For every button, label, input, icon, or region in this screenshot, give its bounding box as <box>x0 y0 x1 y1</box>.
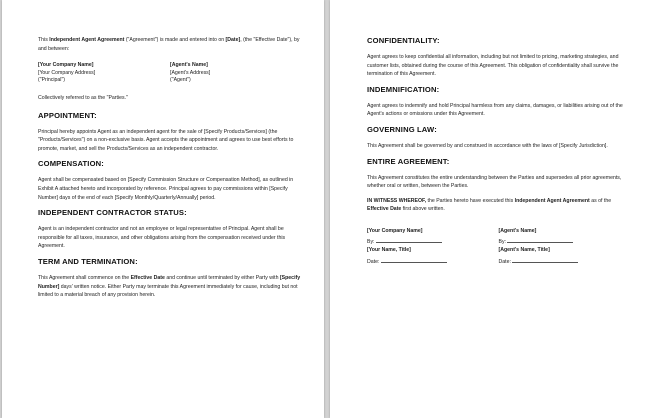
entire-agreement-text: This Agreement constitutes the entire understanding between the Parties and supersedes all prior agreements, whether oral or written, between the Parties. <box>367 174 622 190</box>
confidentiality-text: Agent agrees to keep confidential all information, including but not limited to pricing, marketing strategies, and customer lists, obtained during the course of this Agreement. This obligation of confidentiality shall survive the termination of this Agreement. <box>367 54 619 78</box>
indemnification-heading: INDEMNIFICATION: <box>367 84 440 94</box>
witness-text: the Parties hereto have executed this <box>426 197 515 204</box>
governing-law-text: This Agreement shall be governed by and construed in accordance with the laws of [Specify Jurisdiction]. <box>367 142 608 149</box>
appointment-text: Principal hereby appoints Agent as an independent agent for the sale of [Specify Products/Services] (the "Products/Services") on a non-exclusive basis. Agent accepts the appointment and agrees to use best efforts to promote, market, and sell the Products/Services as an independent contractor. <box>38 128 294 152</box>
agent-block <box>170 62 302 85</box>
contractor-text: Agent is an independent contractor and not an employee or legal representative of Principal. Agent shall be responsible for all taxes, insurance, and other obligations arising from the compensation received under this Agreement. <box>38 226 286 250</box>
document-page-1 <box>2 0 324 418</box>
document-page-2 <box>330 0 652 418</box>
signature-block <box>367 227 630 266</box>
date-line <box>512 258 578 263</box>
agent-date-line <box>499 258 631 266</box>
witness-text: as of the <box>589 197 612 204</box>
term-text-part: and continue until terminated by either Party with <box>164 274 280 281</box>
company-name: [Your Company Name] <box>38 62 94 69</box>
date-placeholder: [Date] <box>225 37 241 43</box>
number-placeholder: [Specify Number] <box>38 274 301 290</box>
date-label: Date: <box>367 258 380 265</box>
intro-text: This <box>38 37 50 43</box>
compensation-text: Agent shall be compensated based on [Specify Commission Structure or Compensation Method], as outlined in Exhibit A attached hereto and incorporated by reference. Principal agrees to pay commissions within [Specify Number] days of the end of each [Specify Monthly/Quarterly/Annually] period. <box>38 177 294 201</box>
governing-law-heading: GOVERNING LAW: <box>367 124 437 134</box>
term-text-part: days' written notice. Either Party may terminate this Agreement immediately for cause, including but not limited to a material breach of any provision herein. <box>38 283 298 299</box>
effective-date-term: Effective Date <box>367 206 402 213</box>
date-line <box>381 258 447 263</box>
intro-paragraph <box>38 36 302 53</box>
agent-address: [Agent's Address] <box>170 69 211 76</box>
company-by-line <box>367 238 499 246</box>
appointment-heading: APPOINTMENT: <box>38 110 97 120</box>
compensation-heading: COMPENSATION: <box>38 159 104 169</box>
witness-text: first above written. <box>401 206 445 213</box>
effective-date-term: Effective Date <box>130 274 165 281</box>
confidentiality-heading: CONFIDENTIALITY: <box>367 36 440 45</box>
intro-text: ("Agreement") is made and entered into on <box>124 37 226 43</box>
by-label: By: <box>498 239 506 246</box>
agreement-title: Independent Agent Agreement <box>49 37 125 43</box>
entire-agreement-heading: ENTIRE AGREEMENT: <box>367 156 450 166</box>
signature-agent-name-title: [Agent's Name, Title] <box>498 247 550 254</box>
agent-role: ("Agent") <box>170 77 191 84</box>
signature-name-title: [Your Name, Title] <box>367 247 411 254</box>
company-signature <box>367 227 499 266</box>
agent-signature <box>499 227 631 266</box>
signature-line <box>507 238 573 243</box>
date-label: Date: <box>498 258 511 265</box>
collective-note: Collectively referred to as the "Parties." <box>38 94 128 101</box>
principal-block <box>38 62 170 85</box>
contractor-heading: INDEPENDENT CONTRACTOR STATUS: <box>38 208 187 218</box>
term-text <box>38 274 302 300</box>
witness-lead: IN WITNESS WHEREOF, <box>367 197 427 204</box>
signature-agent-name: [Agent's Name] <box>498 227 537 234</box>
by-label: By: <box>367 239 375 246</box>
company-date-line <box>367 258 499 266</box>
company-address: [Your Company Address] <box>38 69 96 76</box>
signature-company-name: [Your Company Name] <box>367 227 423 234</box>
term-heading: TERM AND TERMINATION: <box>38 256 138 266</box>
agreement-title: Independent Agent Agreement <box>514 197 590 204</box>
indemnification-text: Agent agrees to indemnify and hold Principal harmless from any claims, damages, or liabilities arising out of the Agent's actions or omissions under this Agreement. <box>367 102 623 118</box>
signature-line <box>376 238 442 243</box>
term-text-part: This Agreement shall commence on the <box>38 274 131 281</box>
intro-text: , (the "Effective Date"), by and between: <box>38 37 300 52</box>
agent-by-line <box>499 238 631 246</box>
parties-block <box>38 62 302 85</box>
witness-paragraph <box>367 197 630 214</box>
principal-role: ("Principal") <box>38 77 66 84</box>
agent-name: [Agent's Name] <box>170 62 208 69</box>
